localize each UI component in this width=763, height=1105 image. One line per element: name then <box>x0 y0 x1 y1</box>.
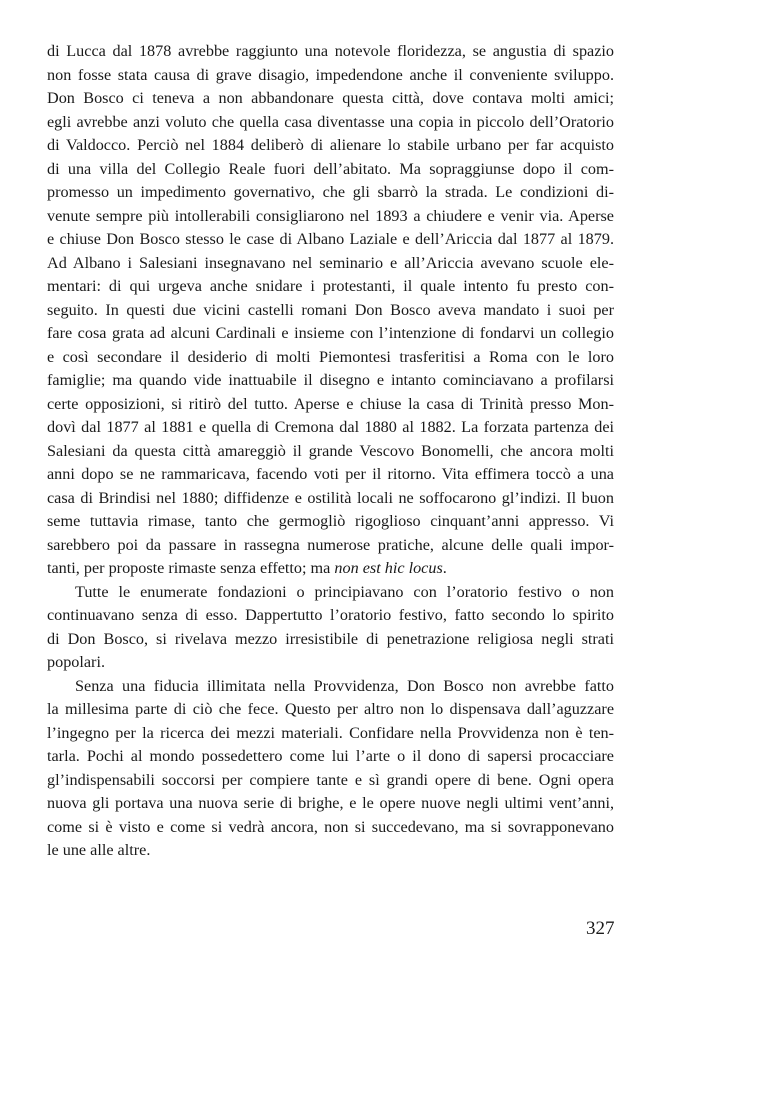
text-line: le une alle altre. <box>47 841 151 859</box>
latin-phrase: non est hic locus <box>334 559 443 577</box>
text-line: di Valdocco. Perciò nel 1884 deliberò di alienare lo stabile urbano per far acquisto <box>47 136 614 154</box>
text-line: continuavano senza di esso. Dappertutto l’oratorio festivo, fatto secondo lo spirito <box>47 606 614 624</box>
text-line: come si è visto e come si vedrà ancora, non si succedevano, ma si sovrapponevano <box>47 817 614 836</box>
text-segment: tanti, per proposte rimaste senza effetto; ma <box>47 559 335 577</box>
text-segment: . <box>442 559 447 577</box>
text-line: promesso un impedimento governativo, che gli sbarrò la strada. Le condizioni di- <box>47 183 614 201</box>
text-line: seme tuttavia rimase, tanto che germogliò rigoglioso cinquant’anni appresso. Vi <box>47 512 614 530</box>
text-line: l’ingegno per la ricerca dei mezzi materiali. Confidare nella Provvidenza non è ten- <box>47 723 614 742</box>
text-line: dovì dal 1877 al 1881 e quella di Cremona dal 1880 al 1882. La forzata partenza dei <box>47 418 614 436</box>
page-body <box>47 40 614 863</box>
text-line: anni dopo se ne rammaricava, facendo voti per il ritorno. Vita effimera toccò a una <box>47 465 614 483</box>
paragraph-2 <box>47 581 614 675</box>
text-line: Senza una fiducia illimitata nella Provvidenza, Don Bosco non avrebbe fatto <box>75 676 614 695</box>
text-line: sarebbero poi da passare in rassegna numerose pratiche, alcune delle quali impor- <box>47 535 614 554</box>
text-line: la millesima parte di ciò che fece. Questo per altro non lo dispensava dall’aguzzare <box>47 700 614 718</box>
text-line: egli avrebbe anzi voluto che quella casa diventasse una copia in piccolo dell’Oratorio <box>47 112 614 131</box>
text-line: gl’indispensabili soccorsi per compiere tante e sì grandi opere di bene. Ogni opera <box>47 770 614 789</box>
text-line: casa di Brindisi nel 1880; diffidenze e ostilità locali ne soffocarono gl’indizi. Il buon <box>47 488 614 507</box>
paragraph-3 <box>47 675 614 863</box>
text-line: non fosse stata causa di grave disagio, impedendone anche il conveniente sviluppo. <box>47 65 614 84</box>
text-line: mentari: di qui urgeva anche snidare i protestanti, il quale intento fu presto con- <box>47 277 614 295</box>
text-line: venute sempre più intollerabili consigliarono nel 1893 a chiudere e venir via. Aperse <box>47 206 614 225</box>
text-line: di Don Bosco, si rivelava mezzo irresistibile di penetrazione religiosa negli strati <box>47 629 614 648</box>
text-line: e chiuse Don Bosco stesso le case di Albano Laziale e dell’Ariccia dal 1877 al 1879. <box>47 230 614 248</box>
text-line <box>47 557 614 581</box>
text-line: seguito. In questi due vicini castelli romani Don Bosco aveva mandato i suoi per <box>47 300 614 319</box>
text-line: tarla. Pochi al mondo possedettero come lui l’arte o il dono di sapersi procacciare <box>47 747 614 765</box>
text-line: Ad Albano i Salesiani insegnavano nel seminario e all’Ariccia avevano scuole ele- <box>47 253 614 272</box>
text-line: fare cosa grata ad alcuni Cardinali e insieme con l’intenzione di fondarvi un collegio <box>47 324 614 342</box>
text-line: nuova gli portava una nuova serie di brighe, e le opere nuove negli ultimi vent’anni, <box>47 794 614 812</box>
text-line: e così secondare il desiderio di molti Piemontesi trasferitisi a Roma con le loro <box>47 347 614 366</box>
text-line: di una villa del Collegio Reale fuori dell’abitato. Ma sopraggiunse dopo il com- <box>47 159 614 178</box>
text-line: Tutte le enumerate fondazioni o principiavano con l’oratorio festivo o non <box>75 582 614 601</box>
text-line: famiglie; ma quando vide inattuabile il disegno e intanto cominciavano a profilarsi <box>47 371 614 389</box>
text-line: Salesiani da questa città amareggiò il grande Vescovo Bonomelli, che ancora molti <box>47 441 614 460</box>
text-line: Don Bosco ci teneva a non abbandonare questa città, dove contava molti amici; <box>47 89 614 107</box>
paragraph-1 <box>47 40 614 581</box>
text-line: di Lucca dal 1878 avrebbe raggiunto una notevole floridezza, se angustia di spazio <box>47 42 614 60</box>
page-number: 327 <box>586 918 615 939</box>
text-line: popolari. <box>47 653 105 671</box>
text-line: certe opposizioni, si ritirò del tutto. Aperse e chiuse la casa di Trinità presso Mon- <box>47 394 614 413</box>
